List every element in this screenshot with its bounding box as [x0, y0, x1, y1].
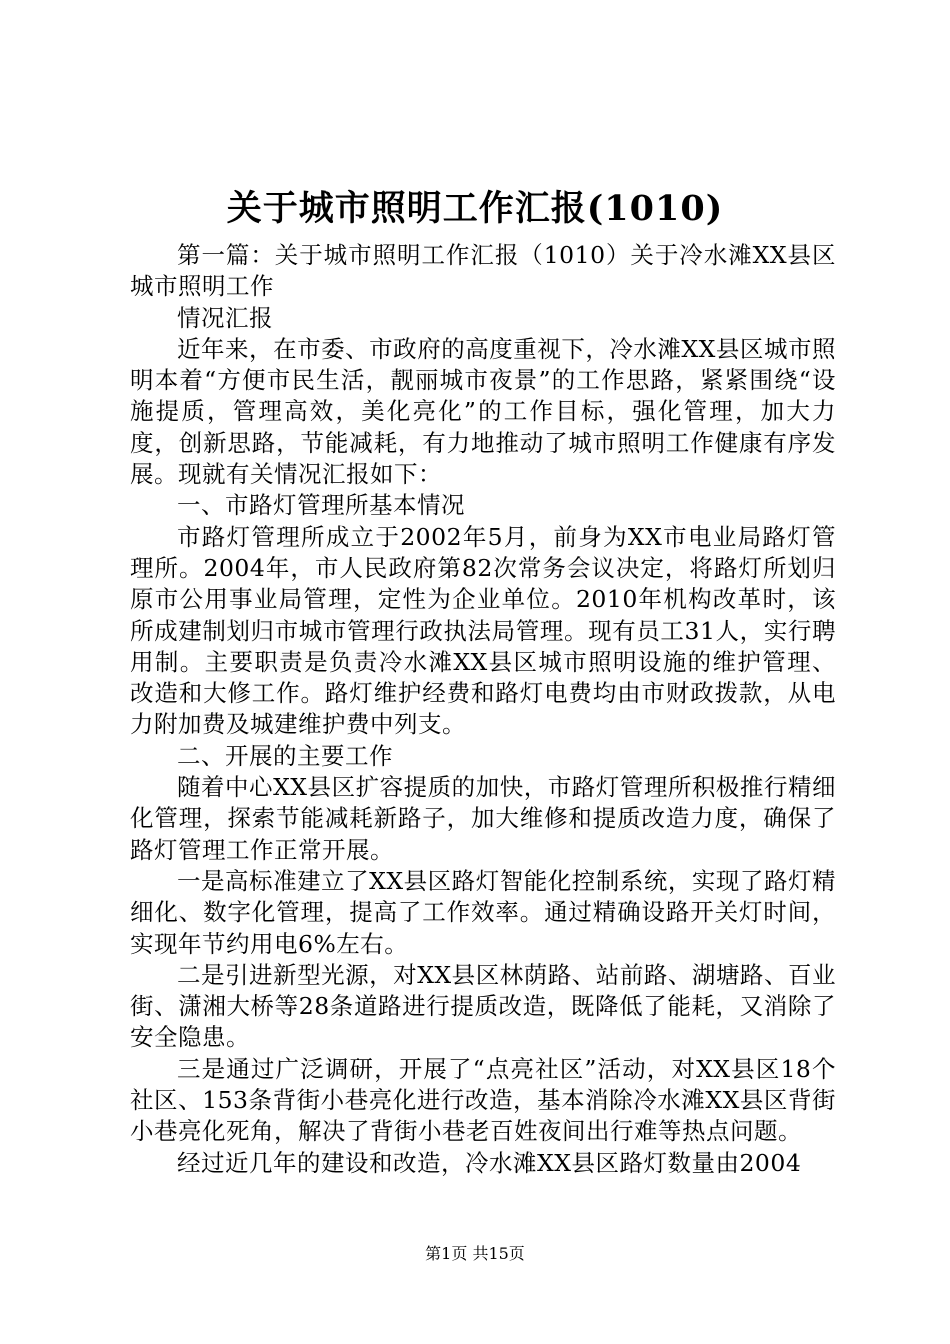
paragraph-heading-report: 情况汇报: [177, 303, 273, 332]
section-heading-main-work: 二、开展的主要工作: [177, 741, 393, 770]
paragraph-overview: 近年来，在市委、市政府的高度重视下，冷水滩XX县区城市照明本着“方便市民生活，靓丽城市夜景”的工作思路，紧紧围绕“设施提质，管理高效，美化亮化”的工作目标，强化管理，加大力度，创新思路，节能减耗，有力地推动了城市照明工作健康有序发展。现就有关情况汇报如下：: [130, 334, 836, 489]
paragraph-item-one: 一是高标准建立了XX县区路灯智能化控制系统，实现了路灯精细化、数字化管理，提高了工作效率。通过精确设路开关灯时间，实现年节约用电6%左右。: [130, 866, 836, 958]
paragraph-summary: 经过近几年的建设和改造，冷水滩XX县区路灯数量由2004: [177, 1148, 802, 1177]
paragraph-main-work: 随着中心XX县区扩容提质的加快，市路灯管理所积极推行精细化管理，探索节能减耗新路子，加大维修和提质改造力度，确保了路灯管理工作正常开展。: [130, 773, 836, 864]
section-heading-basic-info: 一、市路灯管理所基本情况: [177, 491, 465, 520]
paragraph-item-three: 三是通过广泛调研，开展了“点亮社区”活动，对XX县区18个社区、153条背街小巷亮化进行改造，基本消除冷水滩XX县区背街小巷亮化死角，解决了背街小巷老百姓夜间出行难等热点问题。: [130, 1054, 836, 1146]
paragraph-basic-info: 市路灯管理所成立于2002年5月，前身为XX市电业局路灯管理所。2004年，市人民政府第82次常务会议决定，将路灯所划归原市公用事业局管理，定性为企业单位。2010年机构改革时，该所成建制划归市城市管理行政执法局管理。现有员工31人，实行聘用制。主要职责是负责冷水滩XX县区城市照明设施的维护管理、改造和大修工作。路灯维护经费和路灯电费均由市财政拨款，从电力附加费及城建维护费中列支。: [130, 522, 836, 739]
document-body: [130, 240, 836, 1179]
paragraph-item-two: 二是引进新型光源，对XX县区林荫路、站前路、湖塘路、百业街、潇湘大桥等28条道路进行提质改造，既降低了能耗，又消除了安全隐患。: [130, 960, 836, 1052]
document-title: 关于城市照明工作汇报(1010): [226, 188, 724, 229]
paragraph-heading-intro: 第一篇：关于城市照明工作汇报（1010）关于冷水滩XX县区城市照明工作: [130, 241, 836, 301]
page-number-footer: 第1页 共15页: [425, 1244, 525, 1263]
